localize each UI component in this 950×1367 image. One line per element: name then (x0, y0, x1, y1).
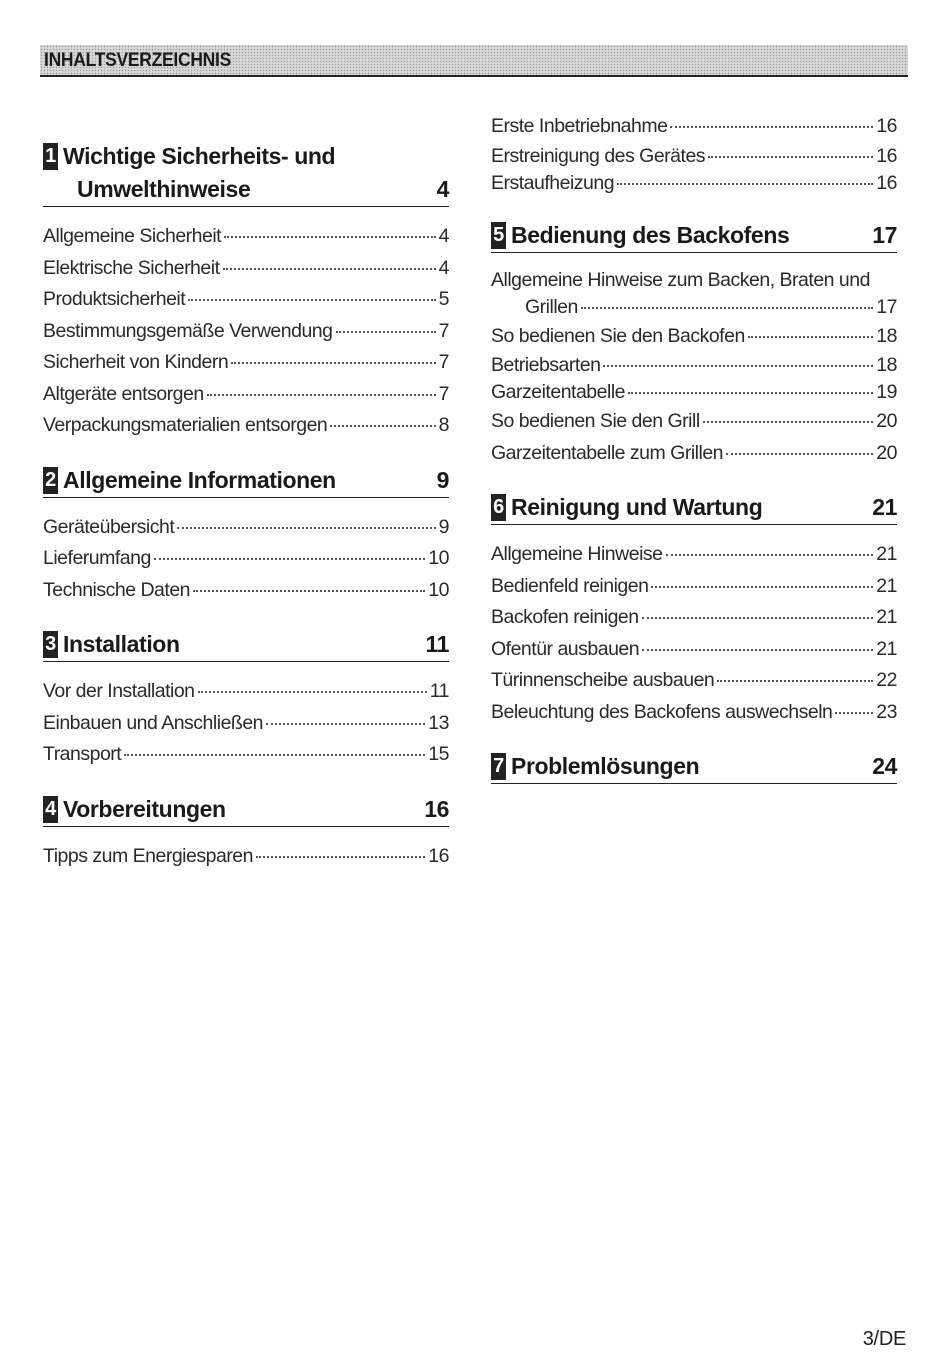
toc-entry[interactable] (43, 347, 449, 379)
toc-entry[interactable] (491, 143, 897, 170)
entry-page: 17 (876, 295, 897, 318)
toc-section-6 (491, 491, 897, 728)
section-heading[interactable] (43, 464, 449, 498)
entry-label: Betriebsarten (491, 354, 601, 376)
toc-entry[interactable] (43, 512, 449, 544)
toc-entry[interactable] (43, 253, 449, 285)
toc-entry[interactable] (491, 665, 897, 697)
toc-section-7 (491, 750, 897, 784)
entry-label: Produktsicherheit (43, 288, 186, 310)
toc-entry[interactable] (43, 676, 449, 708)
dot-leader (330, 425, 435, 427)
dot-leader (708, 156, 873, 158)
dot-leader (177, 527, 435, 529)
section-heading[interactable] (43, 793, 449, 827)
entry-label: Bedienfeld reinigen (491, 574, 649, 597)
entry-label: Lieferumfang (43, 547, 151, 569)
dot-leader (188, 299, 435, 301)
section-number-badge: 2 (43, 467, 58, 494)
entry-page: 16 (876, 144, 897, 167)
toc-section-1 (43, 140, 449, 442)
dot-leader (628, 392, 873, 394)
entry-page: 7 (438, 351, 449, 373)
toc-entry[interactable] (491, 170, 897, 197)
section-title-line1: Wichtige Sicherheits- und (63, 143, 336, 169)
section-title: Installation (63, 631, 180, 657)
dot-leader (223, 268, 436, 270)
toc-header-title: INHALTSVERZEICHNIS (44, 50, 232, 71)
page-number: 3/DE (862, 1328, 906, 1350)
section-page: 4 (436, 176, 449, 202)
toc-entry[interactable] (43, 739, 449, 771)
toc-entry[interactable] (491, 634, 897, 666)
toc-entry[interactable] (491, 111, 897, 143)
section-heading[interactable] (43, 140, 449, 207)
entry-page: 21 (876, 637, 897, 660)
dot-leader (617, 183, 873, 185)
entry-label: Garzeitentabelle zum Grillen (491, 441, 724, 464)
section-number-badge: 5 (491, 222, 506, 249)
section-number-badge: 1 (43, 143, 58, 170)
entry-label: Allgemeine Hinweise (491, 543, 663, 565)
entry-label: Tipps zum Energiesparen (43, 844, 253, 867)
entry-label: Backofen reinigen (491, 606, 639, 628)
section-number-badge: 4 (43, 796, 58, 823)
entry-label: Türinnenscheibe ausbauen (491, 669, 715, 691)
entry-page: 18 (876, 354, 897, 376)
dot-leader (256, 856, 425, 858)
dot-leader (336, 331, 436, 333)
section-heading[interactable] (491, 219, 897, 253)
section-title (63, 140, 437, 206)
toc-entry[interactable] (491, 321, 897, 353)
dot-leader (198, 691, 427, 693)
entry-label: Garzeitentabelle (491, 381, 626, 403)
toc-entry[interactable] (491, 438, 897, 470)
section-heading[interactable] (491, 491, 897, 525)
dot-leader (835, 712, 873, 714)
entry-page: 21 (876, 543, 897, 565)
toc-entry[interactable] (43, 575, 449, 607)
dot-leader (581, 307, 873, 309)
entry-label: Verpackungsmaterialien entsorgen (43, 414, 328, 436)
toc-entry[interactable] (43, 708, 449, 740)
toc-section-5 (491, 219, 897, 470)
entry-page: 8 (438, 414, 449, 436)
dot-leader (231, 362, 435, 364)
entry-label: Erste Inbetriebnahme (491, 115, 668, 137)
section-title-line2: Umwelthinweise (77, 176, 251, 202)
entry-label: So bedienen Sie den Backofen (491, 324, 745, 347)
section-title: Bedienung des Backofens (511, 221, 790, 248)
dot-leader (748, 336, 874, 338)
entry-page: 7 (438, 382, 449, 405)
dot-leader (224, 236, 436, 238)
entry-page: 11 (429, 680, 449, 702)
entry-page: 16 (876, 115, 897, 137)
section-title: Problemlösungen (511, 753, 700, 779)
section-heading[interactable] (491, 750, 897, 784)
dot-leader (642, 649, 873, 651)
entry-page: 20 (876, 441, 897, 464)
entry-label: Sicherheit von Kindern (43, 351, 229, 373)
dot-leader (193, 590, 425, 592)
entry-page: 5 (438, 288, 449, 310)
section-page: 21 (872, 494, 897, 520)
toc-entry[interactable] (43, 221, 449, 253)
entry-label: Geräteübersicht (43, 515, 175, 538)
toc-entry[interactable] (491, 571, 897, 603)
toc-header-bar (40, 45, 908, 77)
entry-label-continued: Grillen (525, 295, 578, 318)
entry-label: Erstaufheizung (491, 171, 615, 194)
toc-entry[interactable] (43, 316, 449, 348)
entry-page: 19 (876, 381, 897, 403)
toc-entry[interactable] (43, 284, 449, 316)
entry-label: Allgemeine Hinweise zum Backen, Braten und (491, 268, 870, 291)
toc-entry[interactable] (491, 602, 897, 634)
toc-entry[interactable] (491, 697, 897, 729)
entry-label: Allgemeine Sicherheit (43, 225, 222, 247)
section-number-badge: 6 (491, 494, 506, 521)
dot-leader (703, 421, 874, 423)
entry-label: Elektrische Sicherheit (43, 256, 220, 279)
dot-leader (666, 554, 874, 556)
dot-leader (603, 365, 873, 367)
dot-leader (266, 723, 425, 725)
entry-label: Transport (43, 743, 122, 765)
section-title: Allgemeine Informationen (63, 466, 336, 493)
toc-entry[interactable] (491, 539, 897, 571)
section-page: 16 (424, 795, 449, 822)
toc-section-4-continued (491, 111, 897, 197)
entry-page: 16 (876, 171, 897, 194)
entry-label: Bestimmungsgemäße Verwendung (43, 319, 333, 342)
toc-section-3 (43, 628, 449, 771)
toc-left-column (43, 140, 449, 894)
entry-label: Altgeräte entsorgen (43, 382, 204, 405)
section-number-badge: 3 (43, 631, 58, 658)
entry-page: 7 (438, 319, 449, 342)
entry-page: 18 (876, 324, 897, 347)
toc-right-column (491, 111, 897, 806)
dot-leader (642, 617, 874, 619)
dot-leader (154, 558, 425, 560)
toc-entry[interactable] (43, 379, 449, 411)
toc-entry[interactable] (43, 543, 449, 575)
entry-page: 21 (876, 606, 897, 628)
entry-page: 4 (438, 225, 449, 247)
dot-leader (670, 126, 873, 128)
section-heading[interactable] (43, 628, 449, 662)
section-title: Reinigung und Wartung (511, 494, 763, 520)
entry-page: 13 (428, 711, 449, 734)
toc-entry[interactable] (491, 352, 897, 379)
dot-leader (124, 754, 425, 756)
toc-section-4 (43, 793, 449, 873)
dot-leader (726, 453, 873, 455)
entry-page: 23 (876, 700, 897, 723)
entry-label: Technische Daten (43, 578, 191, 601)
entry-page: 15 (428, 743, 449, 765)
entry-label: So bedienen Sie den Grill (491, 410, 700, 432)
section-page: 11 (425, 631, 449, 657)
toc-section-2 (43, 464, 449, 607)
entry-page: 4 (438, 256, 449, 279)
entry-label: Einbauen und Anschließen (43, 711, 264, 734)
section-page: 24 (872, 753, 897, 779)
entry-label: Erstreinigung des Gerätes (491, 144, 706, 167)
entry-page: 10 (428, 578, 449, 601)
toc-entry[interactable] (491, 267, 897, 321)
section-number-badge: 7 (491, 753, 506, 780)
entry-page: 16 (428, 844, 449, 867)
toc-entry[interactable] (491, 406, 897, 438)
toc-entry[interactable] (491, 379, 897, 406)
entry-page: 21 (876, 574, 897, 597)
entry-label: Vor der Installation (43, 680, 195, 702)
entry-label: Ofentür ausbauen (491, 637, 640, 660)
section-page: 9 (436, 466, 449, 493)
dot-leader (717, 680, 873, 682)
dot-leader (207, 394, 436, 396)
entry-page: 22 (876, 669, 897, 691)
entry-label: Beleuchtung des Backofens auswechseln (491, 700, 833, 723)
toc-entry[interactable] (43, 841, 449, 873)
section-page: 17 (872, 221, 897, 248)
dot-leader (651, 586, 873, 588)
entry-page: 20 (876, 410, 897, 432)
section-title: Vorbereitungen (63, 795, 226, 822)
entry-page: 9 (438, 515, 449, 538)
entry-page: 10 (428, 547, 449, 569)
toc-entry[interactable] (43, 410, 449, 442)
